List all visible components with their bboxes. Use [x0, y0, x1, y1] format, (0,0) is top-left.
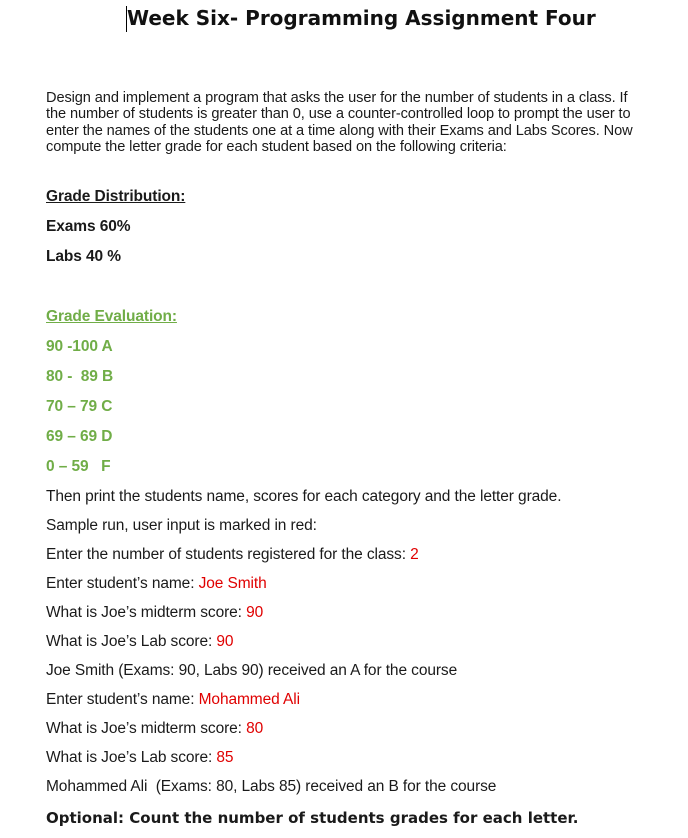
sample-prompt: Enter student’s name: — [46, 575, 199, 592]
sample-prompt: What is Joe’s midterm score: — [46, 720, 247, 737]
sample-line — [46, 691, 300, 709]
optional-task: Optional: Count the number of students grades for each letter. — [46, 809, 579, 827]
user-input: Joe Smith — [198, 575, 267, 592]
sample-prompt: What is Joe’s midterm score: — [46, 604, 247, 621]
user-input: 80 — [246, 720, 264, 737]
sample-line — [46, 604, 263, 622]
grade-evaluation-heading: Grade Evaluation: — [46, 308, 177, 325]
sample-line — [46, 778, 496, 796]
distribution-labs: Labs 40 % — [46, 248, 121, 265]
sample-output: Joe Smith (Exams: 90, Labs 90) received an A for the course — [46, 662, 458, 679]
sample-output: Mohammed Ali (Exams: 80, Labs 85) received an B for the course — [46, 778, 497, 795]
sample-run-note: Sample run, user input is marked in red: — [46, 517, 317, 534]
user-input: 2 — [410, 546, 419, 563]
user-input: 85 — [216, 749, 234, 766]
grade-d-range: 69 – 69 D — [46, 428, 113, 445]
grade-f-range: 0 – 59 F — [46, 458, 111, 475]
sample-line — [46, 575, 267, 593]
page-title: Week Six- Programming Assignment Four — [127, 6, 596, 30]
grade-a-range: 90 -100 A — [46, 338, 113, 355]
sample-line — [46, 662, 457, 680]
sample-line — [46, 749, 233, 767]
grade-b-range: 80 - 89 B — [46, 368, 114, 385]
grade-c-range: 70 – 79 C — [46, 398, 113, 415]
sample-line — [46, 546, 419, 564]
print-instruction: Then print the students name, scores for each category and the letter grade. — [46, 488, 562, 505]
grade-distribution-heading: Grade Distribution: — [46, 188, 186, 205]
sample-prompt: Enter student’s name: — [46, 691, 199, 708]
user-input: Mohammed Ali — [198, 691, 300, 708]
user-input: 90 — [216, 633, 234, 650]
sample-line — [46, 720, 263, 738]
sample-line — [46, 633, 233, 651]
sample-prompt: What is Joe’s Lab score: — [46, 749, 217, 766]
sample-prompt: What is Joe’s Lab score: — [46, 633, 217, 650]
distribution-exams: Exams 60% — [46, 218, 131, 235]
sample-prompt: Enter the number of students registered for the class: — [46, 546, 411, 563]
intro-paragraph: Design and implement a program that asks the user for the number of students in a class. If the number of students is greater than 0, use a counter-controlled loop to prompt the user to enter the names of the students one at a time along with their Exams and Labs Scores. Now compute the letter grade for each student based on the following criteria: — [46, 90, 633, 155]
user-input: 90 — [246, 604, 264, 621]
